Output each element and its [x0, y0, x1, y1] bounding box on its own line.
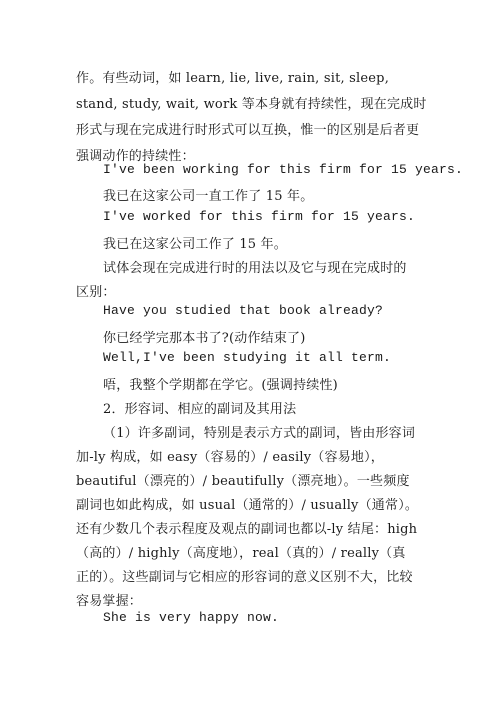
text-line: 正的）。这些副词与它相应的形容词的意义区别不大，比较	[76, 570, 413, 585]
text-line: 副词也如此构成，如 usual（通常的）/ usually（通常）。	[76, 498, 419, 513]
example-sentence: Have you studied that book already?	[103, 303, 384, 318]
example-translation: 我已在这家公司一直工作了 15 年。	[103, 189, 314, 204]
example-sentence: I've worked for this firm for 15 years.	[103, 209, 416, 224]
text-line: 形式与现在完成进行时形式可以互换，惟一的区别是后者更	[76, 123, 420, 138]
example-sentence: She is very happy now.	[103, 610, 280, 625]
text-line: 试体会现在完成进行时的用法以及它与现在完成时的	[103, 261, 407, 276]
text-line: stand, study, wait, work 等本身就有持续性，现在完成时	[76, 97, 427, 112]
text-line: 加-ly 构成，如 easy（容易的）/ easily（容易地），	[76, 450, 385, 465]
example-sentence: Well,I've been studying it all term.	[103, 350, 392, 365]
text-line: （高的）/ highly（高度地），real（真的）/ really（真	[76, 546, 406, 561]
example-sentence: I've been working for this firm for 15 years.	[103, 162, 464, 177]
text-line: 作。有些动词，如 learn, lie, live, rain, sit, sleep,	[76, 71, 390, 86]
example-translation: 我已在这家公司工作了 15 年。	[103, 237, 288, 252]
example-translation: 你已经学完那本书了?(动作结束了)	[103, 331, 306, 346]
text-line: 强调动作的持续性：	[76, 149, 195, 164]
text-line: （1）许多副词，特别是表示方式的副词，皆由形容词	[103, 426, 416, 441]
text-line: 容易掌握：	[76, 594, 143, 609]
section-heading: 2．形容词、相应的副词及其用法	[103, 402, 297, 417]
text-line: 区别：	[76, 285, 116, 300]
text-line: beautiful（漂亮的）/ beautifully（漂亮地）。一些频度	[76, 474, 410, 489]
example-translation: 唔，我整个学期都在学它。(强调持续性)	[103, 378, 338, 393]
text-line: 还有少数几个表示程度及观点的副词也都以-ly 结尾：high	[76, 522, 418, 537]
